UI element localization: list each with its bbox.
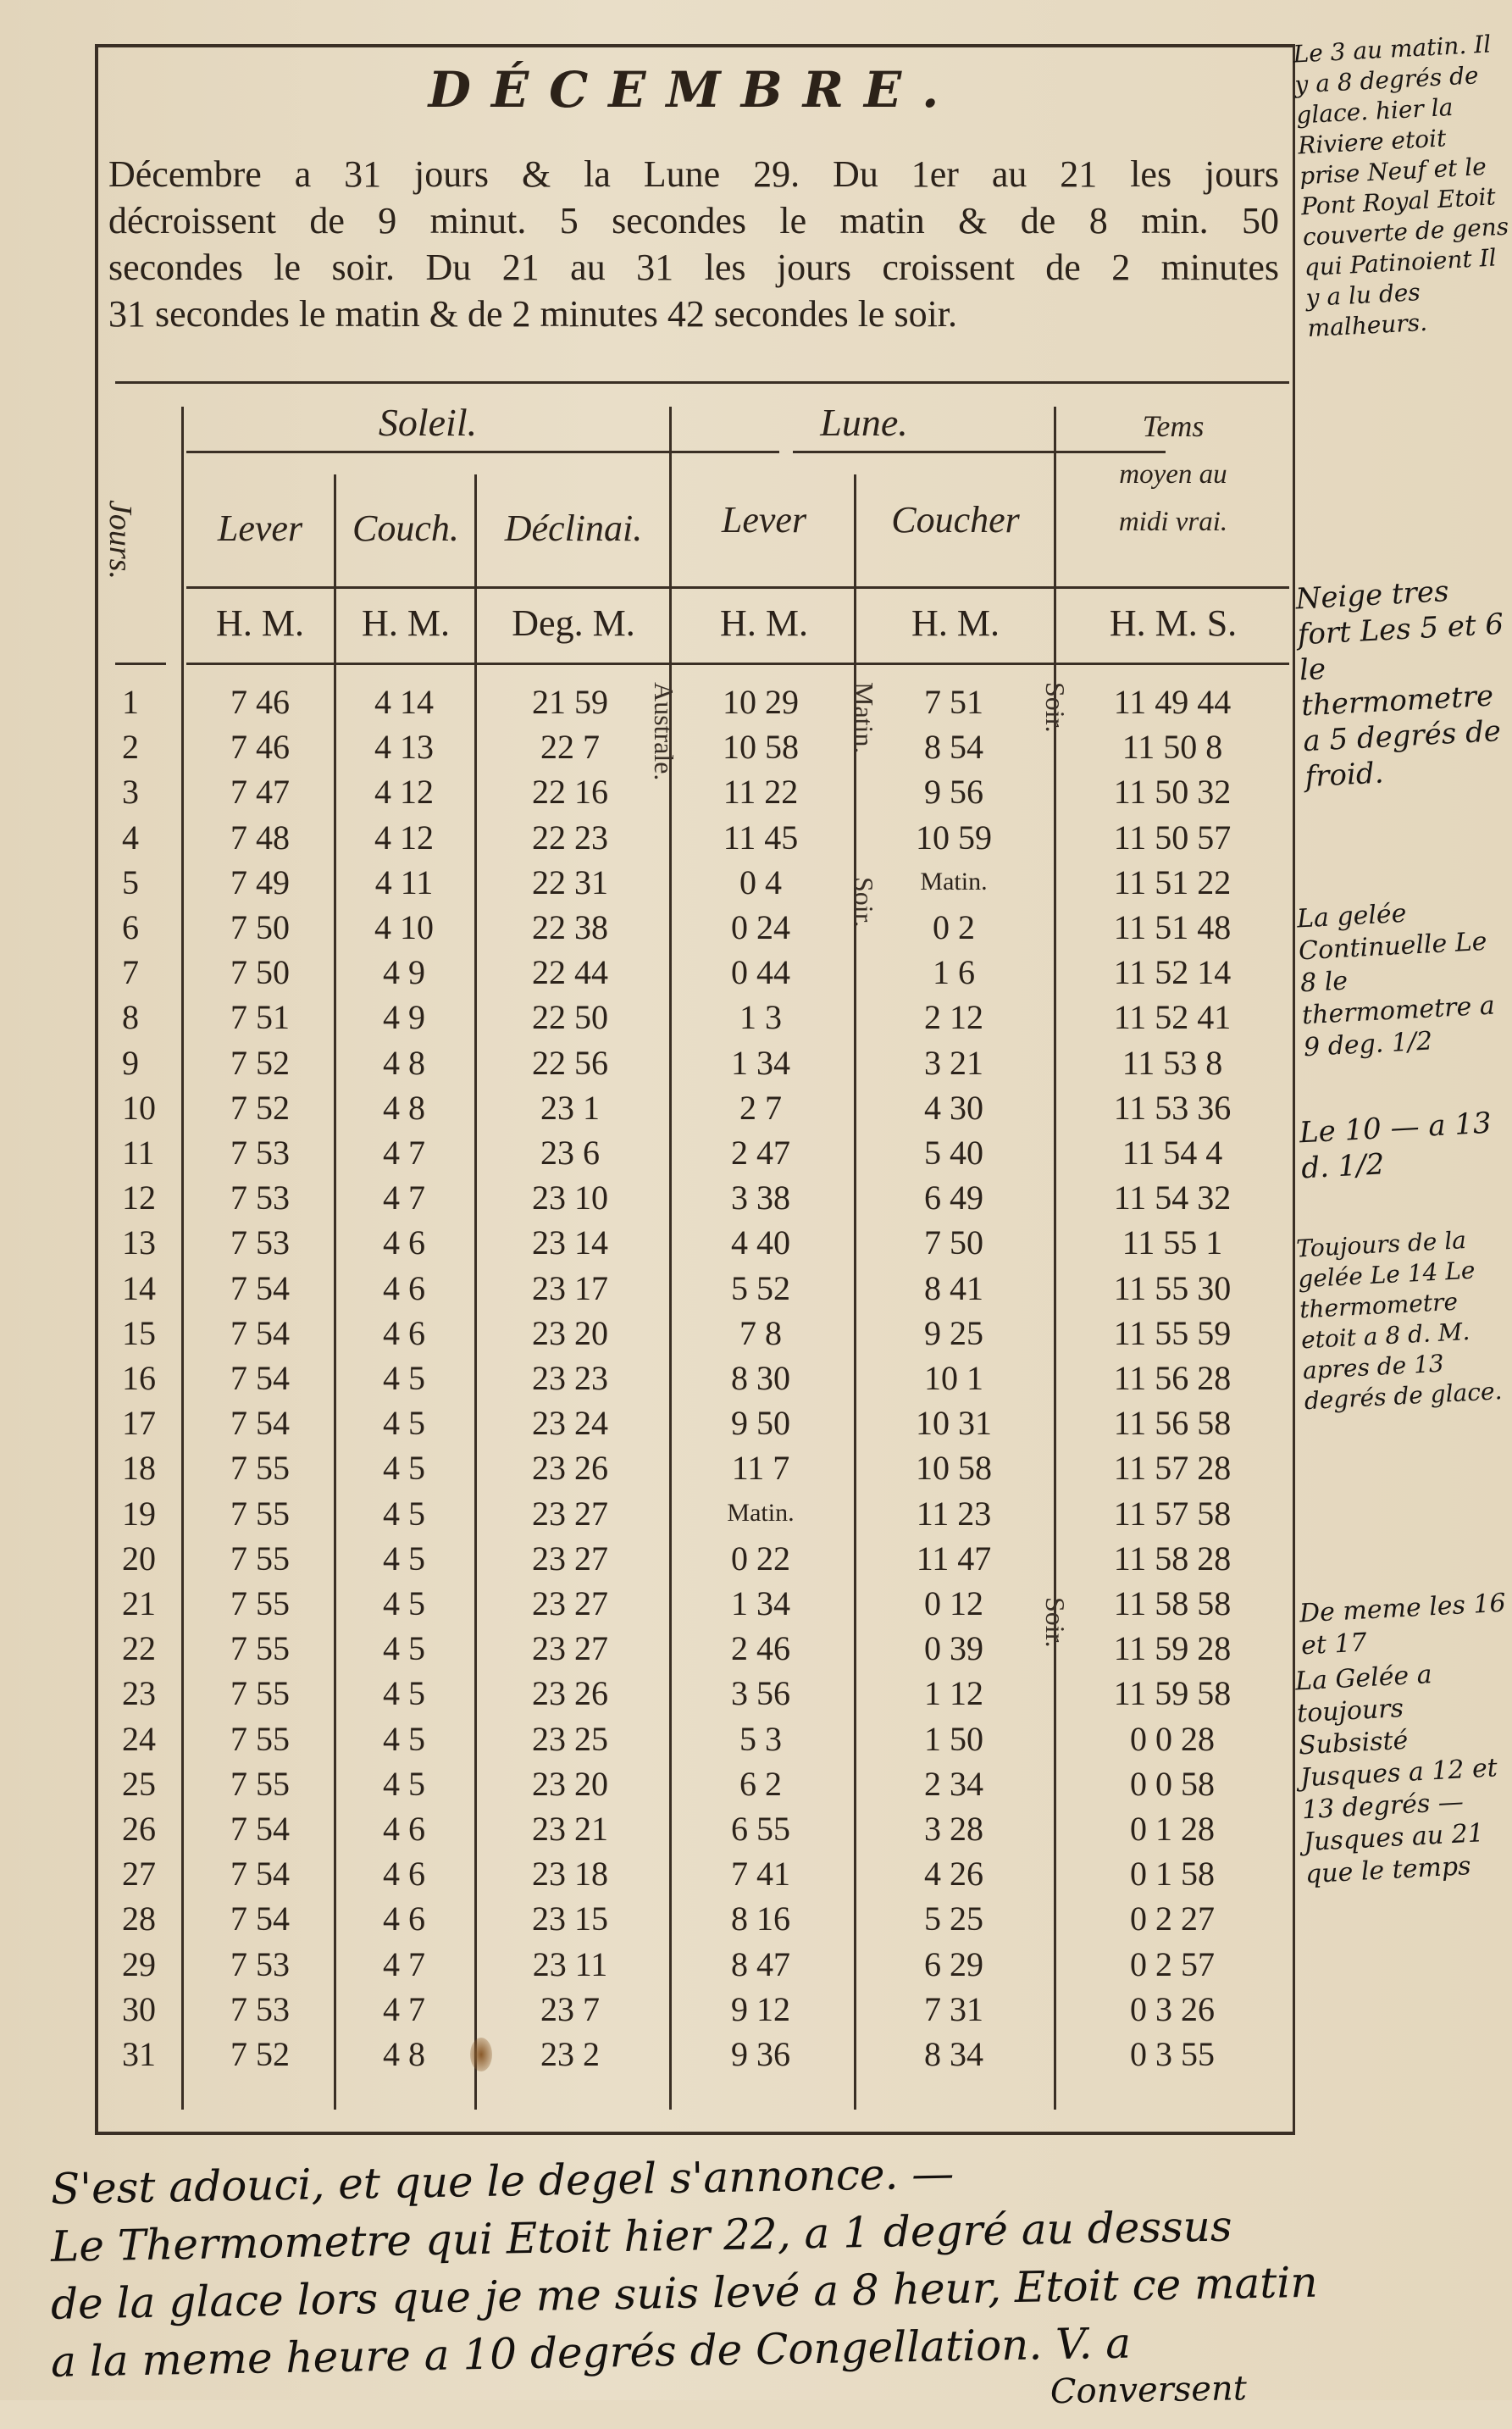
cell-dec: 22 56	[532, 1043, 608, 1082]
header-declinaison: Déclinai.	[504, 507, 643, 549]
table-row	[115, 1223, 1289, 1267]
cell-sl: 7 50	[230, 908, 290, 946]
intro-line: Décembre a 31 jours & la Lune 29. Du 1er au 21 les jours	[108, 153, 1279, 195]
cell-sl: 7 55	[230, 1584, 290, 1622]
cell-day: 9	[122, 1043, 139, 1082]
cell-tm: 11 55 30	[1113, 1268, 1232, 1307]
cell-sl: 7 55	[230, 1494, 290, 1533]
cell-sc: 4 5	[383, 1359, 425, 1397]
cell-ll: 6 55	[731, 1810, 790, 1848]
cell-lc: 11 23	[916, 1494, 992, 1533]
cell-lc: 4 26	[924, 1855, 983, 1894]
cell-lc: 6 49	[924, 1178, 983, 1217]
cell-dec: 23 2	[540, 2035, 600, 2073]
rule-group	[186, 451, 779, 453]
cell-day: 15	[122, 1313, 156, 1352]
cell-day: 19	[122, 1494, 156, 1533]
cell-sc: 4 5	[383, 1629, 425, 1668]
cell-sl: 7 50	[230, 953, 290, 992]
cell-sc: 4 5	[383, 1674, 425, 1713]
cell-dec: 22 7	[540, 728, 600, 767]
intro-line: secondes le soir. Du 21 au 31 les jours croissent de 2 minutes	[108, 247, 1279, 288]
cell-lc: 6 29	[924, 1944, 983, 1983]
unit-declinaison: Deg. M.	[512, 602, 635, 644]
margin-note: De meme les 16 et 17	[1299, 1588, 1507, 1661]
cell-ll: 0 22	[731, 1539, 790, 1578]
unit-soleil-lever: H. M.	[216, 602, 304, 644]
cell-sc: 4 8	[383, 1088, 425, 1127]
table-row	[115, 1899, 1289, 1943]
cell-tm: 11 50 8	[1122, 728, 1223, 767]
cell-lc: Matin.	[920, 867, 988, 896]
cell-sl: 7 51	[230, 998, 290, 1037]
cell-sc: 4 8	[383, 2035, 425, 2073]
cell-tm: 11 59 28	[1113, 1629, 1232, 1668]
cell-ll: 3 56	[731, 1674, 790, 1713]
cell-sc: 4 5	[383, 1449, 425, 1488]
cell-sl: 7 55	[230, 1764, 290, 1803]
cell-dec: 23 20	[532, 1764, 608, 1803]
cell-tm: 11 54 32	[1113, 1178, 1232, 1217]
annotation-matin: Matin.	[849, 682, 879, 754]
cell-sl: 7 53	[230, 1178, 290, 1217]
margin-note: Le 10 — a 13 d. 1/2	[1299, 1106, 1493, 1186]
cell-ll: 2 47	[731, 1134, 790, 1172]
table-row	[115, 1764, 1289, 1808]
cell-ll: 11 7	[731, 1449, 790, 1488]
cell-ll: 11 22	[723, 773, 799, 812]
cell-day: 5	[122, 862, 139, 901]
cell-ll: 1 34	[731, 1584, 790, 1622]
cell-tm: 11 50 32	[1113, 773, 1232, 812]
cell-sc: 4 5	[383, 1764, 425, 1803]
table-row	[115, 1313, 1289, 1357]
cell-sc: 4 6	[383, 1223, 425, 1262]
cell-tm: 0 3 26	[1130, 1989, 1215, 2028]
cell-sc: 4 11	[374, 862, 434, 901]
table-row	[115, 1719, 1289, 1763]
cell-tm: 11 57 58	[1113, 1494, 1232, 1533]
cell-ll: 9 50	[731, 1404, 790, 1443]
bottom-handwritten-notes	[51, 2148, 1491, 2415]
intro-line: décroissent de 9 minut. 5 secondes le matin & de 8 min. 50	[108, 200, 1279, 241]
cell-tm: 11 49 44	[1113, 683, 1232, 721]
cell-sc: 4 7	[383, 1944, 425, 1983]
cell-sc: 4 6	[383, 1313, 425, 1352]
cell-sc: 4 14	[374, 683, 434, 721]
cell-dec: 23 23	[532, 1359, 608, 1397]
cell-lc: 1 50	[924, 1719, 983, 1758]
cell-lc: 0 2	[933, 908, 975, 946]
table-row	[115, 772, 1289, 816]
handwritten-line: a la meme heure a 10 degrés de Congellation. V. a	[50, 2318, 1132, 2387]
cell-day: 1	[122, 683, 139, 721]
cell-dec: 23 27	[532, 1494, 608, 1533]
cell-tm: 11 51 48	[1113, 908, 1232, 946]
rule-group	[793, 451, 1166, 453]
cell-sc: 4 12	[374, 818, 434, 857]
cell-lc: 10 1	[924, 1359, 983, 1397]
cell-day: 10	[122, 1088, 156, 1127]
cell-lc: 5 25	[924, 1899, 983, 1938]
cell-sc: 4 6	[383, 1899, 425, 1938]
cell-tm: 0 3 55	[1130, 2035, 1215, 2073]
cell-ll: 8 47	[731, 1944, 790, 1983]
cell-ll: 10 58	[723, 728, 799, 767]
cell-ll: 2 7	[739, 1088, 782, 1127]
cell-tm: 11 55 1	[1122, 1223, 1223, 1262]
cell-dec: 23 27	[532, 1584, 608, 1622]
cell-sc: 4 5	[383, 1539, 425, 1578]
cell-day: 6	[122, 908, 139, 946]
cell-dec: 22 38	[532, 908, 608, 946]
cell-sc: 4 9	[383, 953, 425, 992]
cell-sl: 7 54	[230, 1359, 290, 1397]
cell-lc: 8 34	[924, 2035, 983, 2073]
cell-tm: 11 59 58	[1113, 1674, 1232, 1713]
cell-day: 20	[122, 1539, 156, 1578]
cell-dec: 22 50	[532, 998, 608, 1037]
cell-ll: 1 3	[739, 998, 782, 1037]
cell-tm: 0 1 58	[1130, 1855, 1215, 1894]
cell-day: 23	[122, 1674, 156, 1713]
cell-lc: 9 56	[924, 773, 983, 812]
cell-day: 7	[122, 953, 139, 992]
cell-tm: 11 55 59	[1113, 1313, 1232, 1352]
table-row	[115, 1854, 1289, 1898]
annotation-soir: Soir.	[1040, 682, 1071, 733]
cell-ll: 3 38	[731, 1178, 790, 1217]
header-tems-1: Tems	[1142, 409, 1205, 443]
cell-ll: 5 52	[731, 1268, 790, 1307]
cell-day: 26	[122, 1810, 156, 1848]
cell-dec: 23 10	[532, 1178, 608, 1217]
cell-ll: 9 12	[731, 1989, 790, 2028]
cell-dec: 22 16	[532, 773, 608, 812]
table-row	[115, 1178, 1289, 1222]
cell-dec: 23 26	[532, 1674, 608, 1713]
cell-sl: 7 53	[230, 1989, 290, 2028]
cell-sl: 7 48	[230, 818, 290, 857]
cell-ll: 10 29	[723, 683, 799, 721]
cell-lc: 2 12	[924, 998, 983, 1037]
table-row	[115, 1583, 1289, 1628]
unit-soleil-couch: H. M.	[362, 602, 450, 644]
ephemeris-table	[102, 381, 1289, 2114]
cell-tm: 11 56 58	[1113, 1404, 1232, 1443]
cell-ll: 8 30	[731, 1359, 790, 1397]
cell-sc: 4 7	[383, 1178, 425, 1217]
cell-sl: 7 55	[230, 1674, 290, 1713]
cell-ll: 6 2	[739, 1764, 782, 1803]
cell-sc: 4 9	[383, 998, 425, 1037]
cell-dec: 23 21	[532, 1810, 608, 1848]
cell-sl: 7 55	[230, 1449, 290, 1488]
cell-dec: 22 31	[532, 862, 608, 901]
cell-lc: 1 6	[933, 953, 975, 992]
cell-day: 25	[122, 1764, 156, 1803]
cell-lc: 0 39	[924, 1629, 983, 1668]
cell-sc: 4 5	[383, 1719, 425, 1758]
cell-lc: 7 31	[924, 1989, 983, 2028]
cell-tm: 11 50 57	[1113, 818, 1232, 857]
cell-sc: 4 6	[383, 1268, 425, 1307]
cell-ll: 7 41	[731, 1855, 790, 1894]
cell-lc: 8 54	[924, 728, 983, 767]
cell-day: 3	[122, 773, 139, 812]
cell-dec: 21 59	[532, 683, 608, 721]
cell-lc: 5 40	[924, 1134, 983, 1172]
cell-sl: 7 54	[230, 1855, 290, 1894]
cell-dec: 23 11	[532, 1944, 608, 1983]
unit-tems: H. M. S.	[1109, 602, 1238, 644]
cell-sl: 7 47	[230, 773, 290, 812]
header-lune-lever: Lever	[721, 499, 807, 541]
cell-lc: 7 51	[924, 683, 983, 721]
cell-sl: 7 55	[230, 1539, 290, 1578]
table-row	[115, 1539, 1289, 1583]
cell-sc: 4 5	[383, 1404, 425, 1443]
cell-ll: 2 46	[731, 1629, 790, 1668]
cell-sl: 7 55	[230, 1719, 290, 1758]
cell-day: 2	[122, 728, 139, 767]
cell-ll: 4 40	[731, 1223, 790, 1262]
cell-ll: 7 8	[739, 1313, 782, 1352]
cell-tm: 0 2 57	[1130, 1944, 1215, 1983]
cell-dec: 23 20	[532, 1313, 608, 1352]
cell-lc: 0 12	[924, 1584, 983, 1622]
cell-day: 14	[122, 1268, 156, 1307]
annotation-australe: Australe.	[649, 682, 679, 781]
table-row	[115, 2034, 1289, 2078]
table-row	[115, 1088, 1289, 1132]
rule-unit	[186, 663, 1289, 665]
cell-tm: 11 53 36	[1113, 1088, 1232, 1127]
cell-sc: 4 12	[374, 773, 434, 812]
cell-tm: 11 58 28	[1113, 1539, 1232, 1578]
table-row	[115, 1628, 1289, 1672]
cell-day: 8	[122, 998, 139, 1037]
cell-dec: 23 1	[540, 1088, 600, 1127]
cell-sc: 4 5	[383, 1584, 425, 1622]
cell-dec: 23 27	[532, 1629, 608, 1668]
margin-note: La gelée Continuelle Le 8 le thermometre a 9 deg. 1/2	[1296, 898, 1496, 1063]
cell-day: 4	[122, 818, 139, 857]
handwritten-line: Conversent	[1050, 2369, 1248, 2412]
rule-sub	[186, 586, 1289, 589]
margin-note: Neige tres fort Les 5 et 6 le thermometre a 5 degrés de froid.	[1294, 574, 1504, 795]
cell-day: 29	[122, 1944, 156, 1983]
cell-day: 12	[122, 1178, 156, 1217]
cell-dec: 23 6	[540, 1134, 600, 1172]
cell-dec: 22 44	[532, 953, 608, 992]
cell-day: 13	[122, 1223, 156, 1262]
cell-sl: 7 46	[230, 683, 290, 721]
ink-stain	[470, 2038, 492, 2071]
margin-handwritten-notes	[1292, 30, 1512, 2127]
intro-line: 31 secondes le matin & de 2 minutes 42 secondes le soir.	[108, 293, 958, 335]
header-tems-2: moyen au	[1119, 459, 1227, 490]
annotation-soir: Soir.	[1040, 1597, 1071, 1648]
cell-sc: 4 6	[383, 1855, 425, 1894]
cell-sc: 4 7	[383, 1134, 425, 1172]
cell-sc: 4 13	[374, 728, 434, 767]
cell-day: 11	[122, 1134, 155, 1172]
cell-sl: 7 54	[230, 1899, 290, 1938]
table-row	[115, 1989, 1289, 2033]
cell-dec: 23 24	[532, 1404, 608, 1443]
cell-day: 24	[122, 1719, 156, 1758]
cell-sc: 4 7	[383, 1989, 425, 2028]
cell-ll: 0 44	[731, 953, 790, 992]
cell-lc: 3 21	[924, 1043, 983, 1082]
table-row	[115, 818, 1289, 862]
header-lune-coucher: Coucher	[891, 499, 1020, 541]
cell-dec: 23 25	[532, 1719, 608, 1758]
table-row	[115, 1944, 1289, 1988]
cell-lc: 10 59	[916, 818, 992, 857]
header-jours: Jours.	[102, 500, 138, 580]
annotation-soir: Soir.	[849, 877, 879, 928]
cell-lc: 9 25	[924, 1313, 983, 1352]
table-row	[115, 682, 1289, 726]
table-row	[115, 952, 1289, 996]
cell-sl: 7 53	[230, 1944, 290, 1983]
cell-tm: 11 58 58	[1113, 1584, 1232, 1622]
cell-ll: 8 16	[731, 1899, 790, 1938]
cell-lc: 4 30	[924, 1088, 983, 1127]
cell-sl: 7 54	[230, 1404, 290, 1443]
cell-sl: 7 52	[230, 1043, 290, 1082]
cell-tm: 11 52 41	[1113, 998, 1232, 1037]
page-title: DÉCEMBRE.	[428, 61, 960, 119]
cell-lc: 10 31	[916, 1404, 992, 1443]
cell-tm: 11 54 4	[1122, 1134, 1223, 1172]
cell-lc: 11 47	[916, 1539, 992, 1578]
cell-sl: 7 46	[230, 728, 290, 767]
handwritten-line: S'est adouci, et que le degel s'annonce. —	[50, 2149, 955, 2214]
table-row	[115, 997, 1289, 1041]
cell-sl: 7 53	[230, 1134, 290, 1172]
cell-ll: 0 4	[739, 862, 782, 901]
header-tems-3: midi vrai.	[1118, 507, 1228, 537]
cell-tm: 0 0 58	[1130, 1764, 1215, 1803]
cell-sc: 4 6	[383, 1810, 425, 1848]
cell-dec: 23 14	[532, 1223, 608, 1262]
cell-day: 16	[122, 1359, 156, 1397]
intro-paragraph	[108, 151, 1279, 337]
margin-note: Toujours de la gelée Le 14 Le thermometre etoit a 8 d. M. apres de 13 degrés de glace.	[1295, 1226, 1504, 1416]
cell-lc: 8 41	[924, 1268, 983, 1307]
cell-dec: 22 23	[532, 818, 608, 857]
header-soleil-couch: Couch.	[352, 507, 459, 549]
margin-note: La Gelée a toujours Subsisté Jusques a 12 et 13 degrés — Jusques au 21 que le temps	[1294, 1660, 1498, 1890]
table-row	[115, 1043, 1289, 1087]
cell-day: 28	[122, 1899, 156, 1938]
cell-sl: 7 55	[230, 1629, 290, 1668]
table-row	[115, 1494, 1289, 1538]
cell-dec: 23 26	[532, 1449, 608, 1488]
cell-tm: 0 0 28	[1130, 1719, 1215, 1758]
cell-tm: 11 57 28	[1113, 1449, 1232, 1488]
table-row	[115, 1133, 1289, 1177]
cell-day: 27	[122, 1855, 156, 1894]
table-row	[115, 1268, 1289, 1312]
cell-sl: 7 54	[230, 1313, 290, 1352]
cell-lc: 3 28	[924, 1810, 983, 1848]
unit-lune-lever: H. M.	[720, 602, 808, 644]
cell-ll: Matin.	[727, 1498, 795, 1527]
cell-dec: 23 17	[532, 1268, 608, 1307]
table-row	[115, 1403, 1289, 1447]
table-row	[115, 1809, 1289, 1853]
cell-day: 21	[122, 1584, 156, 1622]
cell-tm: 11 51 22	[1113, 862, 1232, 901]
cell-ll: 1 34	[731, 1043, 790, 1082]
cell-lc: 7 50	[924, 1223, 983, 1262]
table-row	[115, 1448, 1289, 1492]
table-row	[115, 727, 1289, 771]
table-row	[115, 907, 1289, 951]
cell-tm: 11 52 14	[1113, 953, 1232, 992]
cell-tm: 11 56 28	[1113, 1359, 1232, 1397]
table-row	[115, 1673, 1289, 1717]
table-row	[115, 1358, 1289, 1402]
handwritten-line: Le Thermometre qui Etoit hier 22, a 1 degré au dessus	[50, 2201, 1232, 2271]
cell-ll: 0 24	[731, 908, 790, 946]
cell-ll: 5 3	[739, 1719, 782, 1758]
unit-lune-coucher: H. M.	[911, 602, 1000, 644]
header-soleil: Soleil.	[378, 401, 478, 444]
cell-sc: 4 8	[383, 1043, 425, 1082]
cell-dec: 23 15	[532, 1899, 608, 1938]
table-row	[115, 862, 1289, 907]
cell-tm: 0 1 28	[1130, 1810, 1215, 1848]
cell-day: 18	[122, 1449, 156, 1488]
margin-note: Le 3 au matin. Il y a 8 degrés de glace. hier la Riviere etoit prise Neuf et le Pont Royal Etoit couverte de gens qui Patinoient Il y a lu des malheurs.	[1292, 30, 1509, 343]
cell-sl: 7 49	[230, 862, 290, 901]
cell-sl: 7 52	[230, 1088, 290, 1127]
cell-lc: 2 34	[924, 1764, 983, 1803]
cell-dec: 23 27	[532, 1539, 608, 1578]
cell-day: 17	[122, 1404, 156, 1443]
cell-sc: 4 10	[374, 908, 434, 946]
cell-lc: 10 58	[916, 1449, 992, 1488]
cell-sc: 4 5	[383, 1494, 425, 1533]
rule-top	[115, 381, 1289, 384]
rule-jours	[115, 663, 166, 665]
handwritten-line: de la glace lors que je me suis levé a 8 heur, Etoit ce matin	[50, 2257, 1319, 2329]
cell-lc: 1 12	[924, 1674, 983, 1713]
header-soleil-lever: Lever	[217, 507, 303, 549]
cell-ll: 9 36	[731, 2035, 790, 2073]
cell-ll: 11 45	[723, 818, 799, 857]
cell-sl: 7 54	[230, 1268, 290, 1307]
cell-dec: 23 18	[532, 1855, 608, 1894]
cell-sl: 7 52	[230, 2035, 290, 2073]
cell-day: 31	[122, 2035, 156, 2073]
cell-day: 30	[122, 1989, 156, 2028]
cell-sl: 7 53	[230, 1223, 290, 1262]
cell-sl: 7 54	[230, 1810, 290, 1848]
header-lune: Lune.	[820, 401, 908, 444]
cell-day: 22	[122, 1629, 156, 1668]
cell-tm: 11 53 8	[1122, 1043, 1223, 1082]
cell-tm: 0 2 27	[1130, 1899, 1215, 1938]
cell-dec: 23 7	[540, 1989, 600, 2028]
